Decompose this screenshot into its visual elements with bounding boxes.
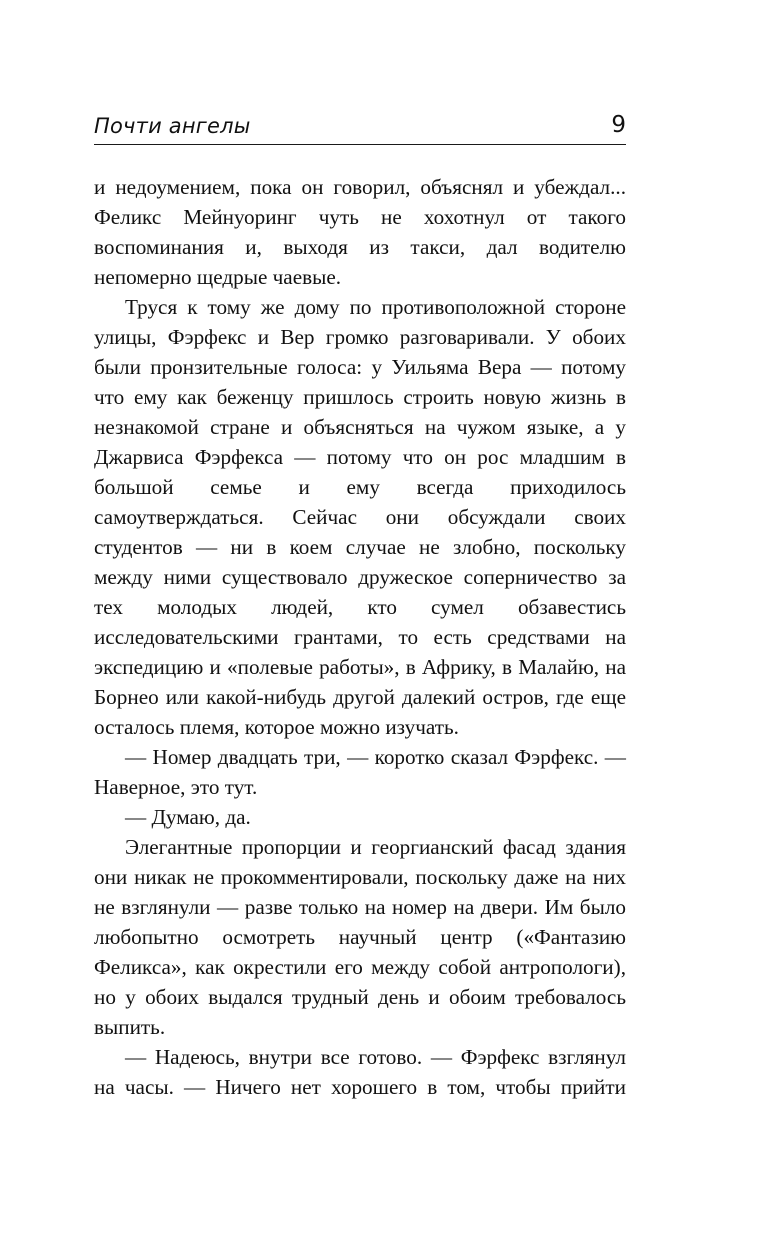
page-number: 9 <box>611 112 626 138</box>
dialogue-paragraph: — Надеюсь, внутри все готово. — Фэрфекс взглянул на часы. — Ничего нет хорошего в том, чтобы прийти <box>94 1045 626 1099</box>
paragraph: Элегантные пропорции и георгианский фасад здания они никак не прокомментировали, поскольку даже на них не взглянули — разве только на номер на двери. Им было любопытно осмотреть научный центр («Фантазию Феликса», как окрестили его между собой антропологи), но у обоих выдался трудный день и обоим требовалось выпить. <box>94 835 626 1039</box>
book-title: Почти ангелы <box>94 114 251 138</box>
page-text-body <box>94 172 626 1102</box>
dialogue-paragraph: — Думаю, да. <box>125 805 251 829</box>
paragraph-continuation: и недоумением, пока он говорил, объяснял и убеждал... Феликс Мейнуоринг чуть не хохотнул от такого воспоминания и, выходя из такси, дал водителю непомерно щедрые чаевые. <box>94 175 626 289</box>
dialogue-paragraph: — Номер двадцать три, — коротко сказал Фэрфекс. — Наверное, это тут. <box>94 745 626 799</box>
paragraph: Труся к тому же дому по противоположной стороне улицы, Фэрфекс и Вер громко разговаривали. У обоих были пронзительные голоса: у Уильяма Вера — потому что ему как беженцу пришлось строить новую жизнь в незнакомой стране и объясняться на чужом языке, а у Джарвиса Фэрфекса — потому что он рос младшим в большой семье и ему всегда приходилось самоутверждаться. Сейчас они обсуждали своих студентов — ни в коем случае не злобно, поскольку между ними существовало дружеское соперничество за тех молодых людей, кто сумел обзавестись исследовательскими грантами, то есть средствами на экспедицию и «полевые работы», в Африку, в Малайю, на Борнео или какой-нибудь другой далекий остров, где еще осталось племя, которое можно изучать. <box>94 295 626 739</box>
running-header <box>94 112 626 145</box>
